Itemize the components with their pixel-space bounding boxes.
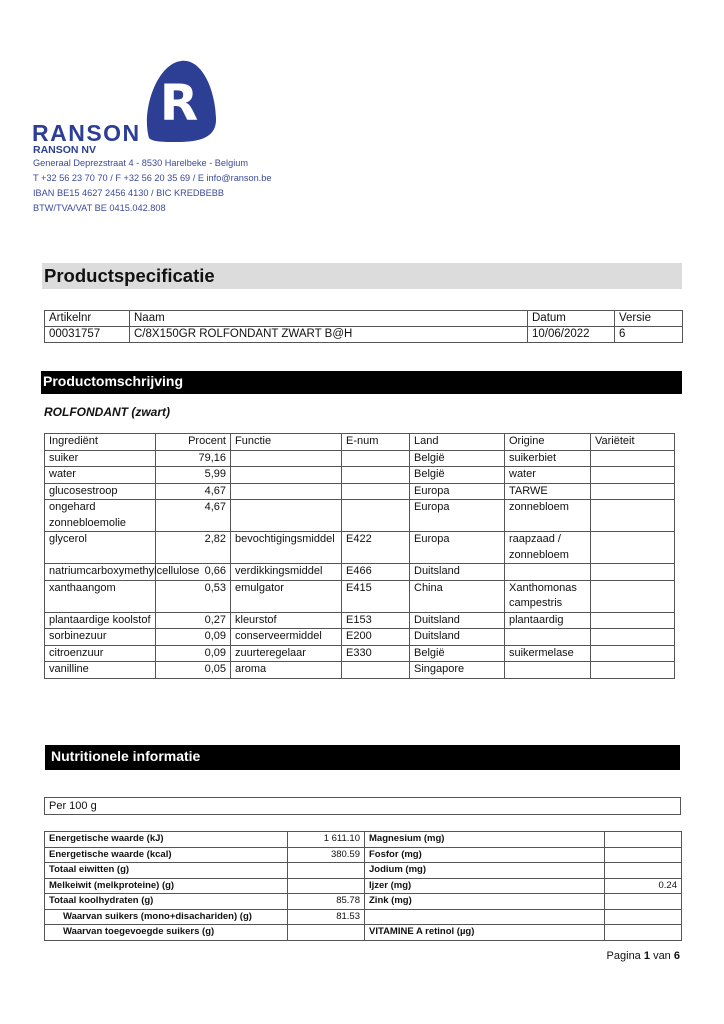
footer-page: 1 xyxy=(643,950,650,962)
table-row xyxy=(45,564,675,581)
nutrition-cell-label-right xyxy=(365,909,605,925)
product-name: ROLFONDANT (zwart) xyxy=(44,405,170,419)
ingredient-cell-percent: 4,67 xyxy=(156,483,231,500)
ingredient-cell-e-number xyxy=(342,467,410,484)
ingredient-cell-country: België xyxy=(410,467,505,484)
header-col-versie: Versie xyxy=(615,311,683,327)
ingredient-cell-variety xyxy=(591,564,675,581)
nutrition-cell-label: Totaal koolhydraten (g) xyxy=(45,894,288,910)
ingredient-cell-function xyxy=(231,483,342,500)
logo-letter: R xyxy=(159,74,199,132)
nutrition-cell-value-right xyxy=(605,832,682,848)
ingredient-cell-function xyxy=(231,467,342,484)
ingredient-cell-e-number xyxy=(342,500,410,532)
ingredient-cell-variety xyxy=(591,662,675,679)
ingredient-cell-variety xyxy=(591,532,675,564)
ingredient-cell-country: Duitsland xyxy=(410,564,505,581)
table-row xyxy=(45,450,675,467)
brand-wordmark: RANSON xyxy=(32,120,141,146)
table-row xyxy=(45,580,675,612)
ingredient-cell-origin: zonnebloem xyxy=(505,500,591,532)
nutrition-table xyxy=(44,831,682,941)
ingredients-col-percent: Procent xyxy=(156,434,231,451)
ingredient-cell-ingredient: sorbinezuur xyxy=(45,629,156,646)
nutrition-cell-label: Totaal eiwitten (g) xyxy=(45,863,288,879)
page-footer xyxy=(607,950,680,962)
table-row xyxy=(45,863,682,879)
footer-total: 6 xyxy=(673,950,680,962)
company-vat: BTW/TVA/VAT BE 0415.042.808 xyxy=(33,203,166,213)
company-contact: T +32 56 23 70 70 / F +32 56 20 35 69 / E info@ranson.be xyxy=(33,173,272,183)
nutrition-cell-label: Energetische waarde (kJ) xyxy=(45,832,288,848)
ingredient-cell-percent: 0,09 xyxy=(156,645,231,662)
ingredient-cell-ingredient: suiker xyxy=(45,450,156,467)
nutrition-cell-value xyxy=(288,925,365,941)
ingredient-cell-percent: 0,66 xyxy=(156,564,231,581)
ranson-logo-icon xyxy=(139,58,217,144)
ingredient-cell-percent: 0,09 xyxy=(156,629,231,646)
table-row xyxy=(45,847,682,863)
ingredients-col-origin: Origine xyxy=(505,434,591,451)
ingredient-cell-function: bevochtigingsmiddel xyxy=(231,532,342,564)
header-col-artikelnr: Artikelnr xyxy=(45,311,130,327)
nutrition-cell-value: 1 611.10 xyxy=(288,832,365,848)
ingredient-cell-percent: 79,16 xyxy=(156,450,231,467)
nutrition-cell-value: 85.78 xyxy=(288,894,365,910)
footer-mid: van xyxy=(653,950,671,962)
nutrition-cell-value-right xyxy=(605,863,682,879)
nutrition-cell-label: Waarvan suikers (mono+disachariden) (g) xyxy=(45,909,288,925)
ingredient-cell-variety xyxy=(591,629,675,646)
ingredient-cell-function: conserveermiddel xyxy=(231,629,342,646)
ingredient-cell-variety xyxy=(591,483,675,500)
table-row xyxy=(45,629,675,646)
per-100g-label: Per 100 g xyxy=(45,798,681,815)
ingredient-cell-variety xyxy=(591,450,675,467)
ingredient-cell-e-number: E153 xyxy=(342,612,410,629)
header-col-datum: Datum xyxy=(528,311,615,327)
nutrition-cell-value: 81.53 xyxy=(288,909,365,925)
footer-prefix: Pagina xyxy=(606,950,641,962)
ingredient-cell-ingredient: xanthaangom xyxy=(45,580,156,612)
ingredients-table xyxy=(44,433,675,679)
ingredient-cell-e-number: E422 xyxy=(342,532,410,564)
ingredient-cell-percent: 0,53 xyxy=(156,580,231,612)
nutrition-cell-label-right: Zink (mg) xyxy=(365,894,605,910)
ingredients-col-country: Land xyxy=(410,434,505,451)
ingredient-cell-ingredient: citroenzuur xyxy=(45,645,156,662)
company-address: Generaal Deprezstraat 4 - 8530 Harelbeke - Belgium xyxy=(33,158,248,168)
header-col-naam: Naam xyxy=(130,311,528,327)
company-name: RANSON NV xyxy=(33,144,97,156)
ingredient-cell-function xyxy=(231,450,342,467)
table-row xyxy=(45,832,682,848)
ingredient-cell-ingredient: plantaardige koolstof xyxy=(45,612,156,629)
nutrition-cell-value-right: 0.24 xyxy=(605,878,682,894)
ingredient-cell-origin: suikerbiet xyxy=(505,450,591,467)
ingredient-cell-origin xyxy=(505,564,591,581)
nutrition-cell-label-right: VITAMINE A retinol (µg) xyxy=(365,925,605,941)
nutrition-cell-label-right: Jodium (mg) xyxy=(365,863,605,879)
nutrition-cell-label: Waarvan toegevoegde suikers (g) xyxy=(45,925,288,941)
ingredient-cell-ingredient: vanilline xyxy=(45,662,156,679)
ingredient-cell-e-number xyxy=(342,450,410,467)
ingredient-cell-ingredient: water xyxy=(45,467,156,484)
article-number: 00031757 xyxy=(45,327,130,343)
ingredient-cell-e-number xyxy=(342,662,410,679)
ingredient-cell-percent: 0,05 xyxy=(156,662,231,679)
nutrition-cell-value-right xyxy=(605,894,682,910)
table-row xyxy=(45,612,675,629)
ingredient-cell-ingredient: glycerol xyxy=(45,532,156,564)
ingredient-cell-ingredient: ongehard zonnebloemolie xyxy=(45,500,156,532)
ingredient-cell-percent: 4,67 xyxy=(156,500,231,532)
article-name: C/8X150GR ROLFONDANT ZWART B@H xyxy=(130,327,528,343)
ingredient-cell-country: Europa xyxy=(410,500,505,532)
table-row xyxy=(45,532,675,564)
ingredient-cell-origin: raapzaad / zonnebloem xyxy=(505,532,591,564)
article-header-table xyxy=(44,310,683,343)
ingredient-cell-percent: 0,27 xyxy=(156,612,231,629)
section-productomschrijving: Productomschrijving xyxy=(41,371,682,394)
ingredient-cell-origin: plantaardig xyxy=(505,612,591,629)
nutrition-cell-value: 380.59 xyxy=(288,847,365,863)
ingredient-cell-function: aroma xyxy=(231,662,342,679)
per-100g-table xyxy=(44,797,681,815)
ingredients-col-function: Functie xyxy=(231,434,342,451)
ingredient-cell-origin: water xyxy=(505,467,591,484)
nutrition-cell-value xyxy=(288,878,365,894)
nutrition-cell-label-right: Magnesium (mg) xyxy=(365,832,605,848)
ingredient-cell-ingredient: glucosestroop xyxy=(45,483,156,500)
nutrition-cell-value xyxy=(288,863,365,879)
section-nutritionele-informatie: Nutritionele informatie xyxy=(45,745,680,770)
ingredients-header-row xyxy=(45,434,675,451)
table-row xyxy=(45,925,682,941)
ingredient-cell-function xyxy=(231,500,342,532)
ingredient-cell-origin: TARWE xyxy=(505,483,591,500)
ingredient-cell-origin: Xanthomonas campestris xyxy=(505,580,591,612)
table-row xyxy=(45,483,675,500)
page-title: Productspecificatie xyxy=(44,265,215,286)
ingredients-col-variety: Variëteit xyxy=(591,434,675,451)
ingredient-cell-ingredient: natriumcarboxymethylcellulose xyxy=(45,564,156,581)
ingredient-cell-variety xyxy=(591,467,675,484)
ingredient-cell-e-number: E466 xyxy=(342,564,410,581)
ingredient-cell-function: emulgator xyxy=(231,580,342,612)
nutrition-cell-label-right: Fosfor (mg) xyxy=(365,847,605,863)
ingredient-cell-country: Europa xyxy=(410,532,505,564)
ingredient-cell-country: België xyxy=(410,450,505,467)
table-row xyxy=(45,500,675,532)
table-row xyxy=(45,662,675,679)
nutrition-cell-value-right xyxy=(605,909,682,925)
ingredient-cell-percent: 5,99 xyxy=(156,467,231,484)
table-row xyxy=(45,909,682,925)
ingredient-cell-function: verdikkingsmiddel xyxy=(231,564,342,581)
nutrition-cell-label: Energetische waarde (kcal) xyxy=(45,847,288,863)
company-bank: IBAN BE15 4627 2456 4130 / BIC KREDBEBB xyxy=(33,188,225,198)
ingredient-cell-function: zuurteregelaar xyxy=(231,645,342,662)
ingredient-cell-percent: 2,82 xyxy=(156,532,231,564)
ingredient-cell-country: Duitsland xyxy=(410,612,505,629)
ingredient-cell-variety xyxy=(591,612,675,629)
ingredient-cell-country: België xyxy=(410,645,505,662)
article-version: 6 xyxy=(615,327,683,343)
ingredient-cell-origin xyxy=(505,662,591,679)
ingredient-cell-variety xyxy=(591,645,675,662)
ingredients-col-e-number: E-num xyxy=(342,434,410,451)
ingredient-cell-variety xyxy=(591,580,675,612)
ingredient-cell-function: kleurstof xyxy=(231,612,342,629)
table-row xyxy=(45,467,675,484)
ingredient-cell-country: China xyxy=(410,580,505,612)
ingredient-cell-e-number: E415 xyxy=(342,580,410,612)
ingredient-cell-variety xyxy=(591,500,675,532)
ingredient-cell-e-number: E200 xyxy=(342,629,410,646)
table-row xyxy=(45,894,682,910)
ingredient-cell-origin: suikermelase xyxy=(505,645,591,662)
ingredient-cell-country: Europa xyxy=(410,483,505,500)
ingredients-col-ingredient: Ingrediënt xyxy=(45,434,156,451)
article-date: 10/06/2022 xyxy=(528,327,615,343)
ingredient-cell-country: Singapore xyxy=(410,662,505,679)
nutrition-cell-value-right xyxy=(605,847,682,863)
nutrition-cell-label-right: Ijzer (mg) xyxy=(365,878,605,894)
ingredient-cell-e-number: E330 xyxy=(342,645,410,662)
nutrition-cell-value-right xyxy=(605,925,682,941)
ingredient-cell-e-number xyxy=(342,483,410,500)
ingredient-cell-origin xyxy=(505,629,591,646)
nutrition-cell-label: Melkeiwit (melkproteine) (g) xyxy=(45,878,288,894)
ingredient-cell-country: Duitsland xyxy=(410,629,505,646)
table-row xyxy=(45,878,682,894)
table-row xyxy=(45,645,675,662)
